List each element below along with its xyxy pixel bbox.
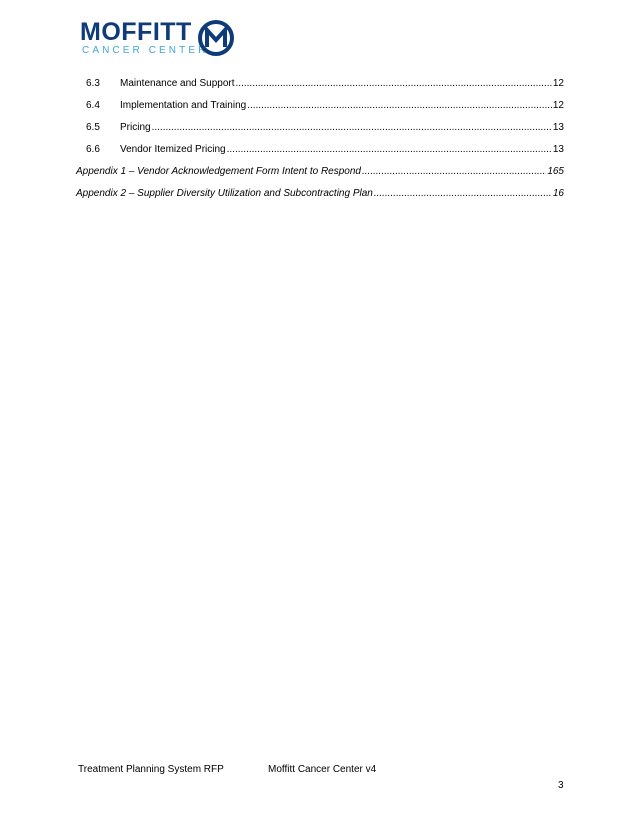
toc-entry-title: Implementation and Training bbox=[120, 100, 247, 111]
toc-entry-title: Appendix 2 – Supplier Diversity Utilization and Subcontracting Plan bbox=[76, 188, 373, 199]
toc-entry-number: 6.3 bbox=[86, 78, 100, 89]
toc-entry-appendix-1[interactable] bbox=[76, 161, 564, 183]
moffitt-m-icon bbox=[198, 18, 234, 58]
toc-entry-page: 13 bbox=[552, 122, 564, 133]
toc-entry-title: Vendor Itemized Pricing bbox=[120, 144, 226, 155]
toc-entry-number: 6.5 bbox=[86, 122, 100, 133]
toc-entry-6-6[interactable] bbox=[76, 139, 564, 161]
toc-dot-leader bbox=[236, 73, 552, 95]
logo-subtitle: CANCER CENTER bbox=[82, 45, 209, 56]
toc-entry-page: 13 bbox=[552, 144, 564, 155]
logo-wordmark: MOFFITT bbox=[80, 18, 192, 46]
toc-entry-number: 6.6 bbox=[86, 144, 100, 155]
toc-entry-page: 12 bbox=[552, 78, 564, 89]
moffitt-logo bbox=[80, 18, 240, 62]
toc-entry-title: Pricing bbox=[120, 122, 151, 133]
footer-organization: Moffitt Cancer Center v4 bbox=[268, 764, 377, 775]
toc-dot-leader bbox=[247, 95, 552, 117]
toc-dot-leader bbox=[374, 183, 552, 205]
toc-entry-6-4[interactable] bbox=[76, 95, 564, 117]
toc-entry-title: Appendix 1 – Vendor Acknowledgement Form Intent to Respond bbox=[76, 166, 361, 177]
toc-entry-6-5[interactable] bbox=[76, 117, 564, 139]
toc-entry-number: 6.4 bbox=[86, 100, 100, 111]
footer-document-title: Treatment Planning System RFP bbox=[78, 764, 224, 775]
table-of-contents bbox=[76, 73, 564, 205]
toc-entry-page: 12 bbox=[552, 100, 564, 111]
toc-dot-leader bbox=[362, 161, 546, 183]
toc-entry-6-3[interactable] bbox=[76, 73, 564, 95]
toc-entry-page: 165 bbox=[547, 166, 564, 177]
toc-entry-page: 16 bbox=[552, 188, 564, 199]
page-number: 3 bbox=[558, 780, 564, 791]
toc-dot-leader bbox=[227, 139, 552, 161]
toc-entry-title: Maintenance and Support bbox=[120, 78, 235, 89]
toc-dot-leader bbox=[152, 117, 552, 139]
toc-entry-appendix-2[interactable] bbox=[76, 183, 564, 205]
